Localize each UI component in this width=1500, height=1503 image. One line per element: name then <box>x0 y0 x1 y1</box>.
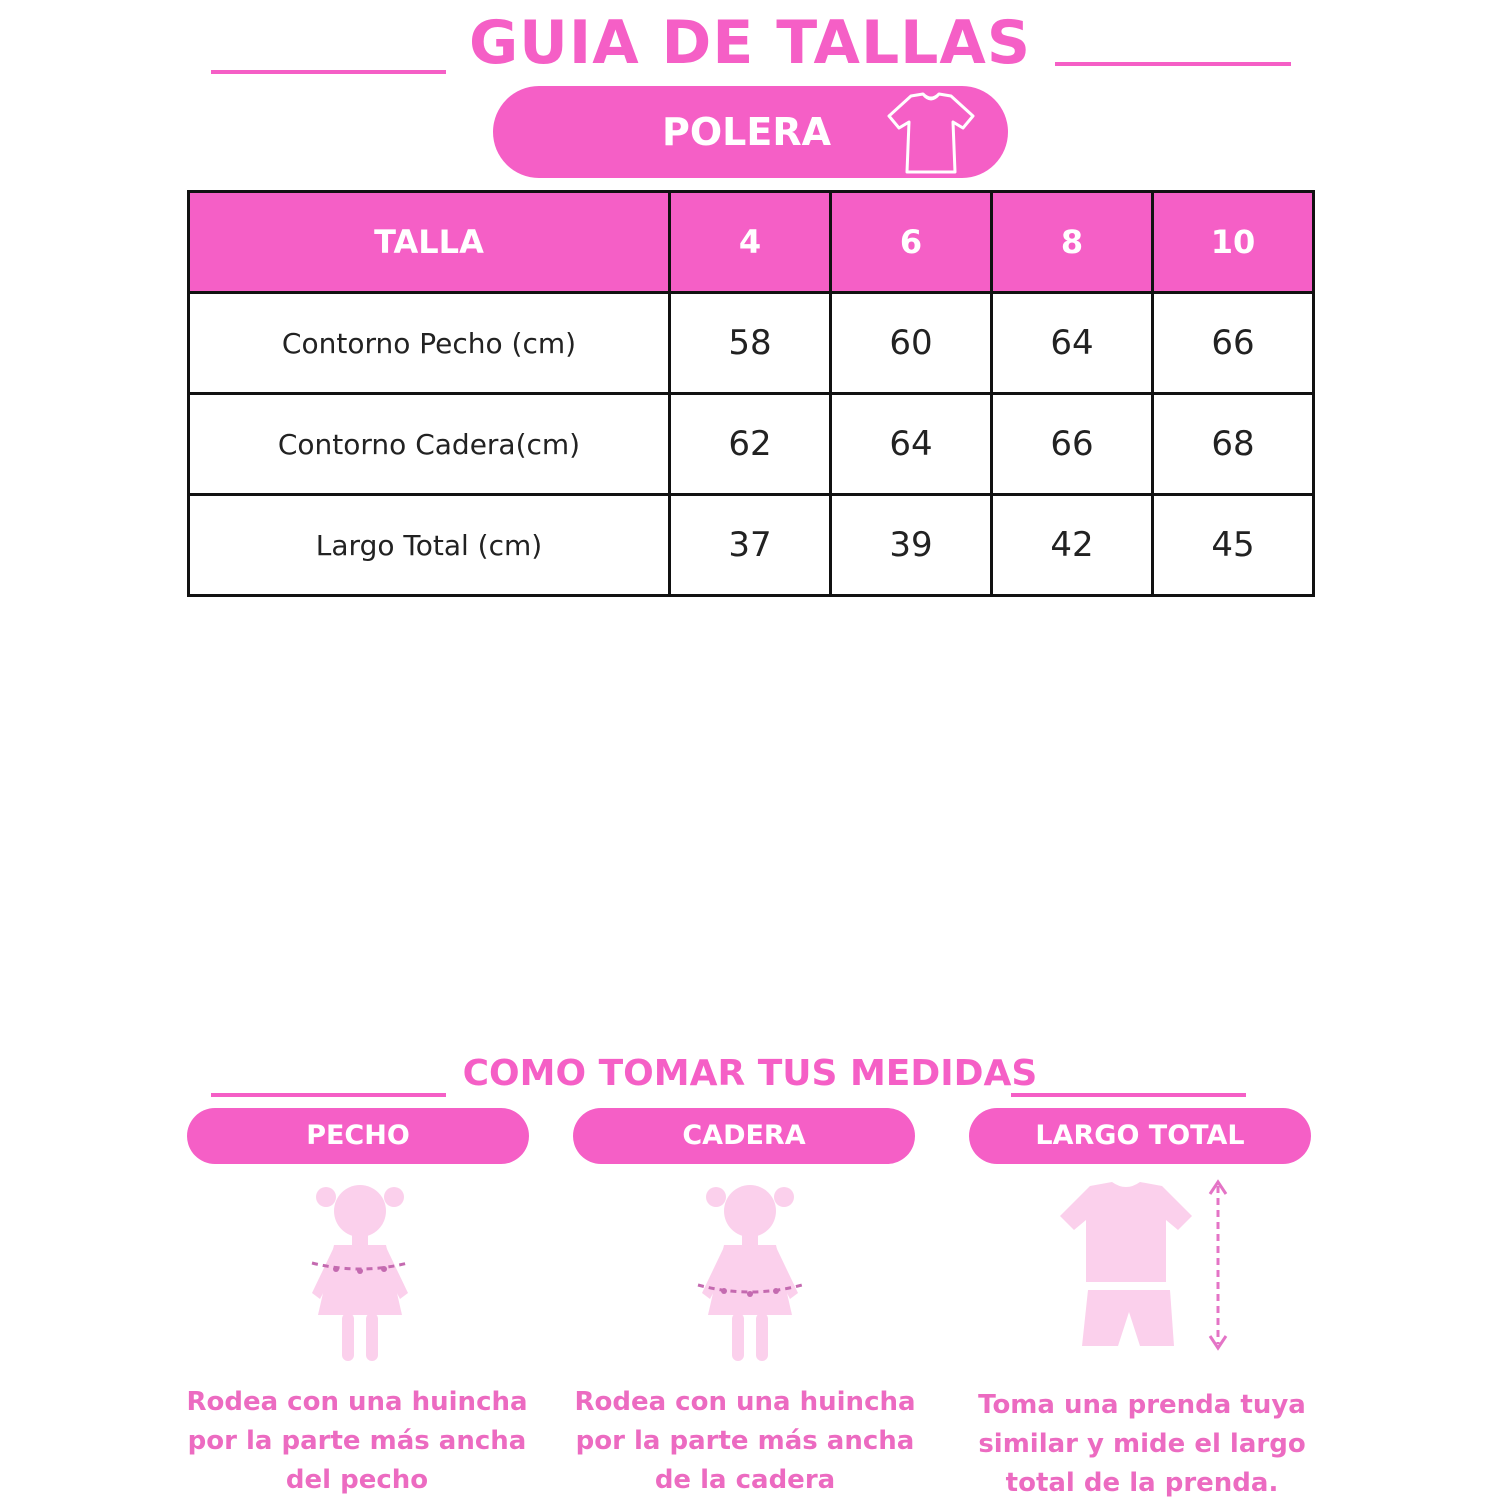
tshirt-icon <box>881 90 981 176</box>
table-cell: 66 <box>1153 293 1314 394</box>
section-title: COMO TOMAR TUS MEDIDAS <box>462 1053 1038 1094</box>
column-header-size: 6 <box>831 192 992 293</box>
girl-chest-measure-icon <box>290 1175 430 1370</box>
table-cell: 60 <box>831 293 992 394</box>
column-header-talla: TALLA <box>189 192 670 293</box>
column-header-size: 4 <box>670 192 831 293</box>
instruction-line: por la parte más ancha <box>575 1426 915 1456</box>
table-row <box>189 394 1314 495</box>
largo-total-instructions <box>962 1386 1322 1503</box>
table-cell: 64 <box>831 394 992 495</box>
table-cell: 66 <box>992 394 1153 495</box>
table-cell: 68 <box>1153 394 1314 495</box>
table-cell: 62 <box>670 394 831 495</box>
pajama-length-icon <box>1058 1178 1238 1353</box>
table-cell: 37 <box>670 495 831 596</box>
row-label: Contorno Cadera(cm) <box>189 394 670 495</box>
instruction-line: Toma una prenda tuya <box>978 1390 1306 1420</box>
instruction-line: por la parte más ancha <box>187 1426 527 1456</box>
cadera-instructions <box>565 1383 925 1500</box>
column-header-size: 10 <box>1153 192 1314 293</box>
instruction-line: Rodea con una huincha <box>186 1387 528 1417</box>
instruction-line: total de la prenda. <box>1005 1468 1279 1498</box>
size-table <box>187 190 1315 597</box>
pecho-instructions <box>177 1383 537 1500</box>
table-cell: 64 <box>992 293 1153 394</box>
instruction-line: similar y mide el largo <box>978 1429 1306 1459</box>
table-cell: 39 <box>831 495 992 596</box>
row-label: Largo Total (cm) <box>189 495 670 596</box>
table-cell: 45 <box>1153 495 1314 596</box>
instruction-line: del pecho <box>285 1465 429 1495</box>
cadera-badge: CADERA <box>573 1108 915 1164</box>
table-cell: 58 <box>670 293 831 394</box>
table-row <box>189 495 1314 596</box>
page-title: GUIA DE TALLAS <box>468 8 1032 78</box>
product-badge <box>493 86 1008 178</box>
largo-total-badge: LARGO TOTAL <box>969 1108 1311 1164</box>
table-row <box>189 293 1314 394</box>
instruction-line: de la cadera <box>654 1465 836 1495</box>
girl-hip-measure-icon <box>680 1175 820 1370</box>
column-header-size: 8 <box>992 192 1153 293</box>
row-label: Contorno Pecho (cm) <box>189 293 670 394</box>
product-label: POLERA <box>662 110 831 154</box>
pecho-badge: PECHO <box>187 1108 529 1164</box>
table-cell: 42 <box>992 495 1153 596</box>
instruction-line: Rodea con una huincha <box>574 1387 916 1417</box>
table-header-row <box>189 192 1314 293</box>
